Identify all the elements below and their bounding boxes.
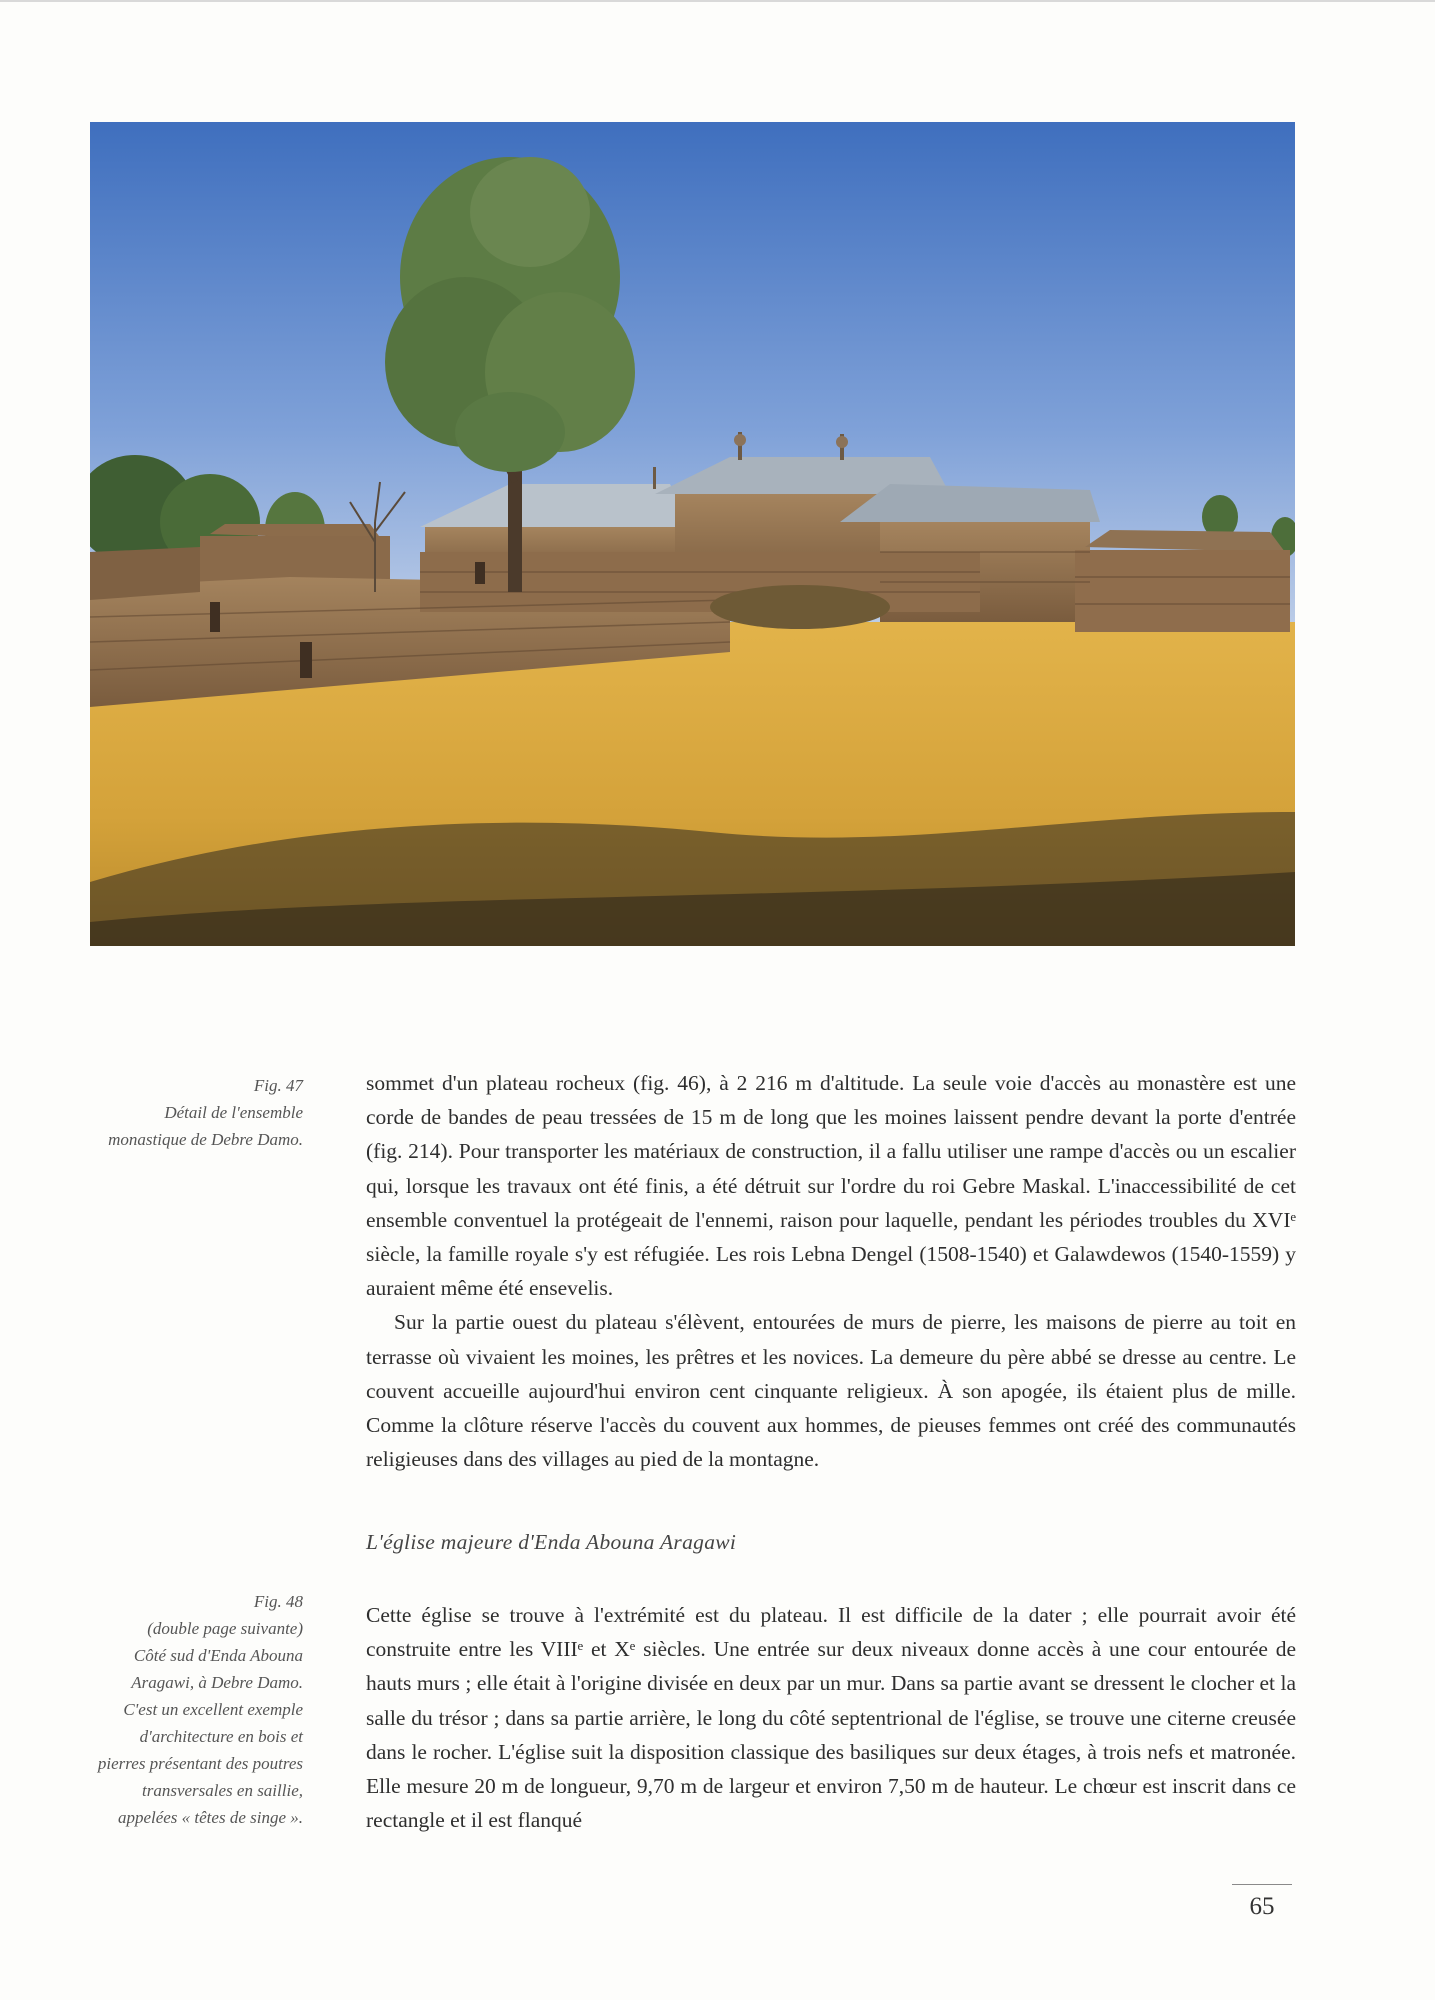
caption-line: appelées « têtes de singe ». — [117, 1808, 303, 1827]
caption-line: monastique de Debre Damo. — [108, 1130, 303, 1149]
page-number-rule — [1232, 1884, 1292, 1885]
paragraph-1: sommet d'un plateau rocheux (fig. 46), à 2 216 m d'altitude. La seule voie d'accès au monastère est une corde de bandes de peau tressées de 15 m de long que les moines laissent pendre devant la porte d'entrée (fig. 214). Pour transporter les matériaux de construction, il a fallu utiliser une rampe d'accès ou un escalier qui, lorsque les travaux ont été finis, a été détruit sur l'ordre du roi Gebre Maskal. L'inaccessibilité de cet ensemble conventuel la protégeait de l'ennemi, raison pour laquelle, pendant les périodes troubles du XVIᵉ siècle, la famille royale s'y est réfugiée. Les rois Lebna Dengel (1508-1540) et Galawdewos (1540-1559) y auraient même été ensevelis. — [366, 1071, 1296, 1301]
paragraph-3: Cette église se trouve à l'extrémité est du plateau. Il est difficile de la dater ; elle pourrait avoir été construite entre les VIIIᵉ et Xᵉ siècles. Une entrée sur deux niveaux donne accès à une cour entourée de hauts murs ; elle était à l'origine divisée en deux par un mur. Dans sa partie avant se dressent le clocher et la salle du trésor ; dans sa partie arrière, le long du côté septentrional de l'église, se trouve une citerne creusée dans le rocher. L'église suit la disposition classique des basiliques sur deux étages, à trois nefs et matronée. Elle mesure 20 m de longueur, 9,70 m de largeur et environ 7,50 m de hauteur. Le chœur est inscrit dans ce rectangle et il est flanqué — [366, 1603, 1296, 1833]
caption-line: (double page suivante) — [147, 1619, 303, 1638]
paragraph-2: Sur la partie ouest du plateau s'élèvent, entourées de murs de pierre, les maisons de pierre au toit en terrasse où vivaient les moines, les prêtres et les novices. La demeure du père abbé se dresse au centre. Le couvent accueille aujourd'hui environ cent cinquante religieux. À son apogée, ils étaient plus de mille. Comme la clôture réserve l'accès du couvent aux hommes, de pieuses femmes ont créé des communautés religieuses dans des villages au pied de la montagne. — [366, 1310, 1296, 1472]
figure-48-caption — [63, 1588, 303, 1831]
caption-line: d'architecture en bois et — [139, 1727, 303, 1746]
top-rule — [0, 0, 1435, 2]
shrub — [710, 585, 890, 629]
caption-line: Fig. 48 — [253, 1592, 303, 1611]
caption-line: pierres présentant des poutres — [97, 1754, 303, 1773]
caption-line: Fig. 47 — [253, 1076, 303, 1095]
page-number: 65 — [1249, 1893, 1275, 1920]
caption-line: Côté sud d'Enda Abouna — [133, 1646, 303, 1665]
body-text-block-2 — [366, 1598, 1296, 1837]
caption-line: Détail de l'ensemble — [164, 1103, 303, 1122]
figure-47-photo — [90, 122, 1295, 946]
caption-line: Aragawi, à Debre Damo. — [131, 1673, 303, 1692]
caption-line: transversales en saillie, — [141, 1781, 303, 1800]
figure-47-caption — [63, 1072, 303, 1153]
caption-line: C'est un excellent exemple — [123, 1700, 303, 1719]
section-heading: L'église majeure d'Enda Abouna Aragawi — [366, 1530, 737, 1554]
body-text-block-1 — [366, 1066, 1296, 1476]
